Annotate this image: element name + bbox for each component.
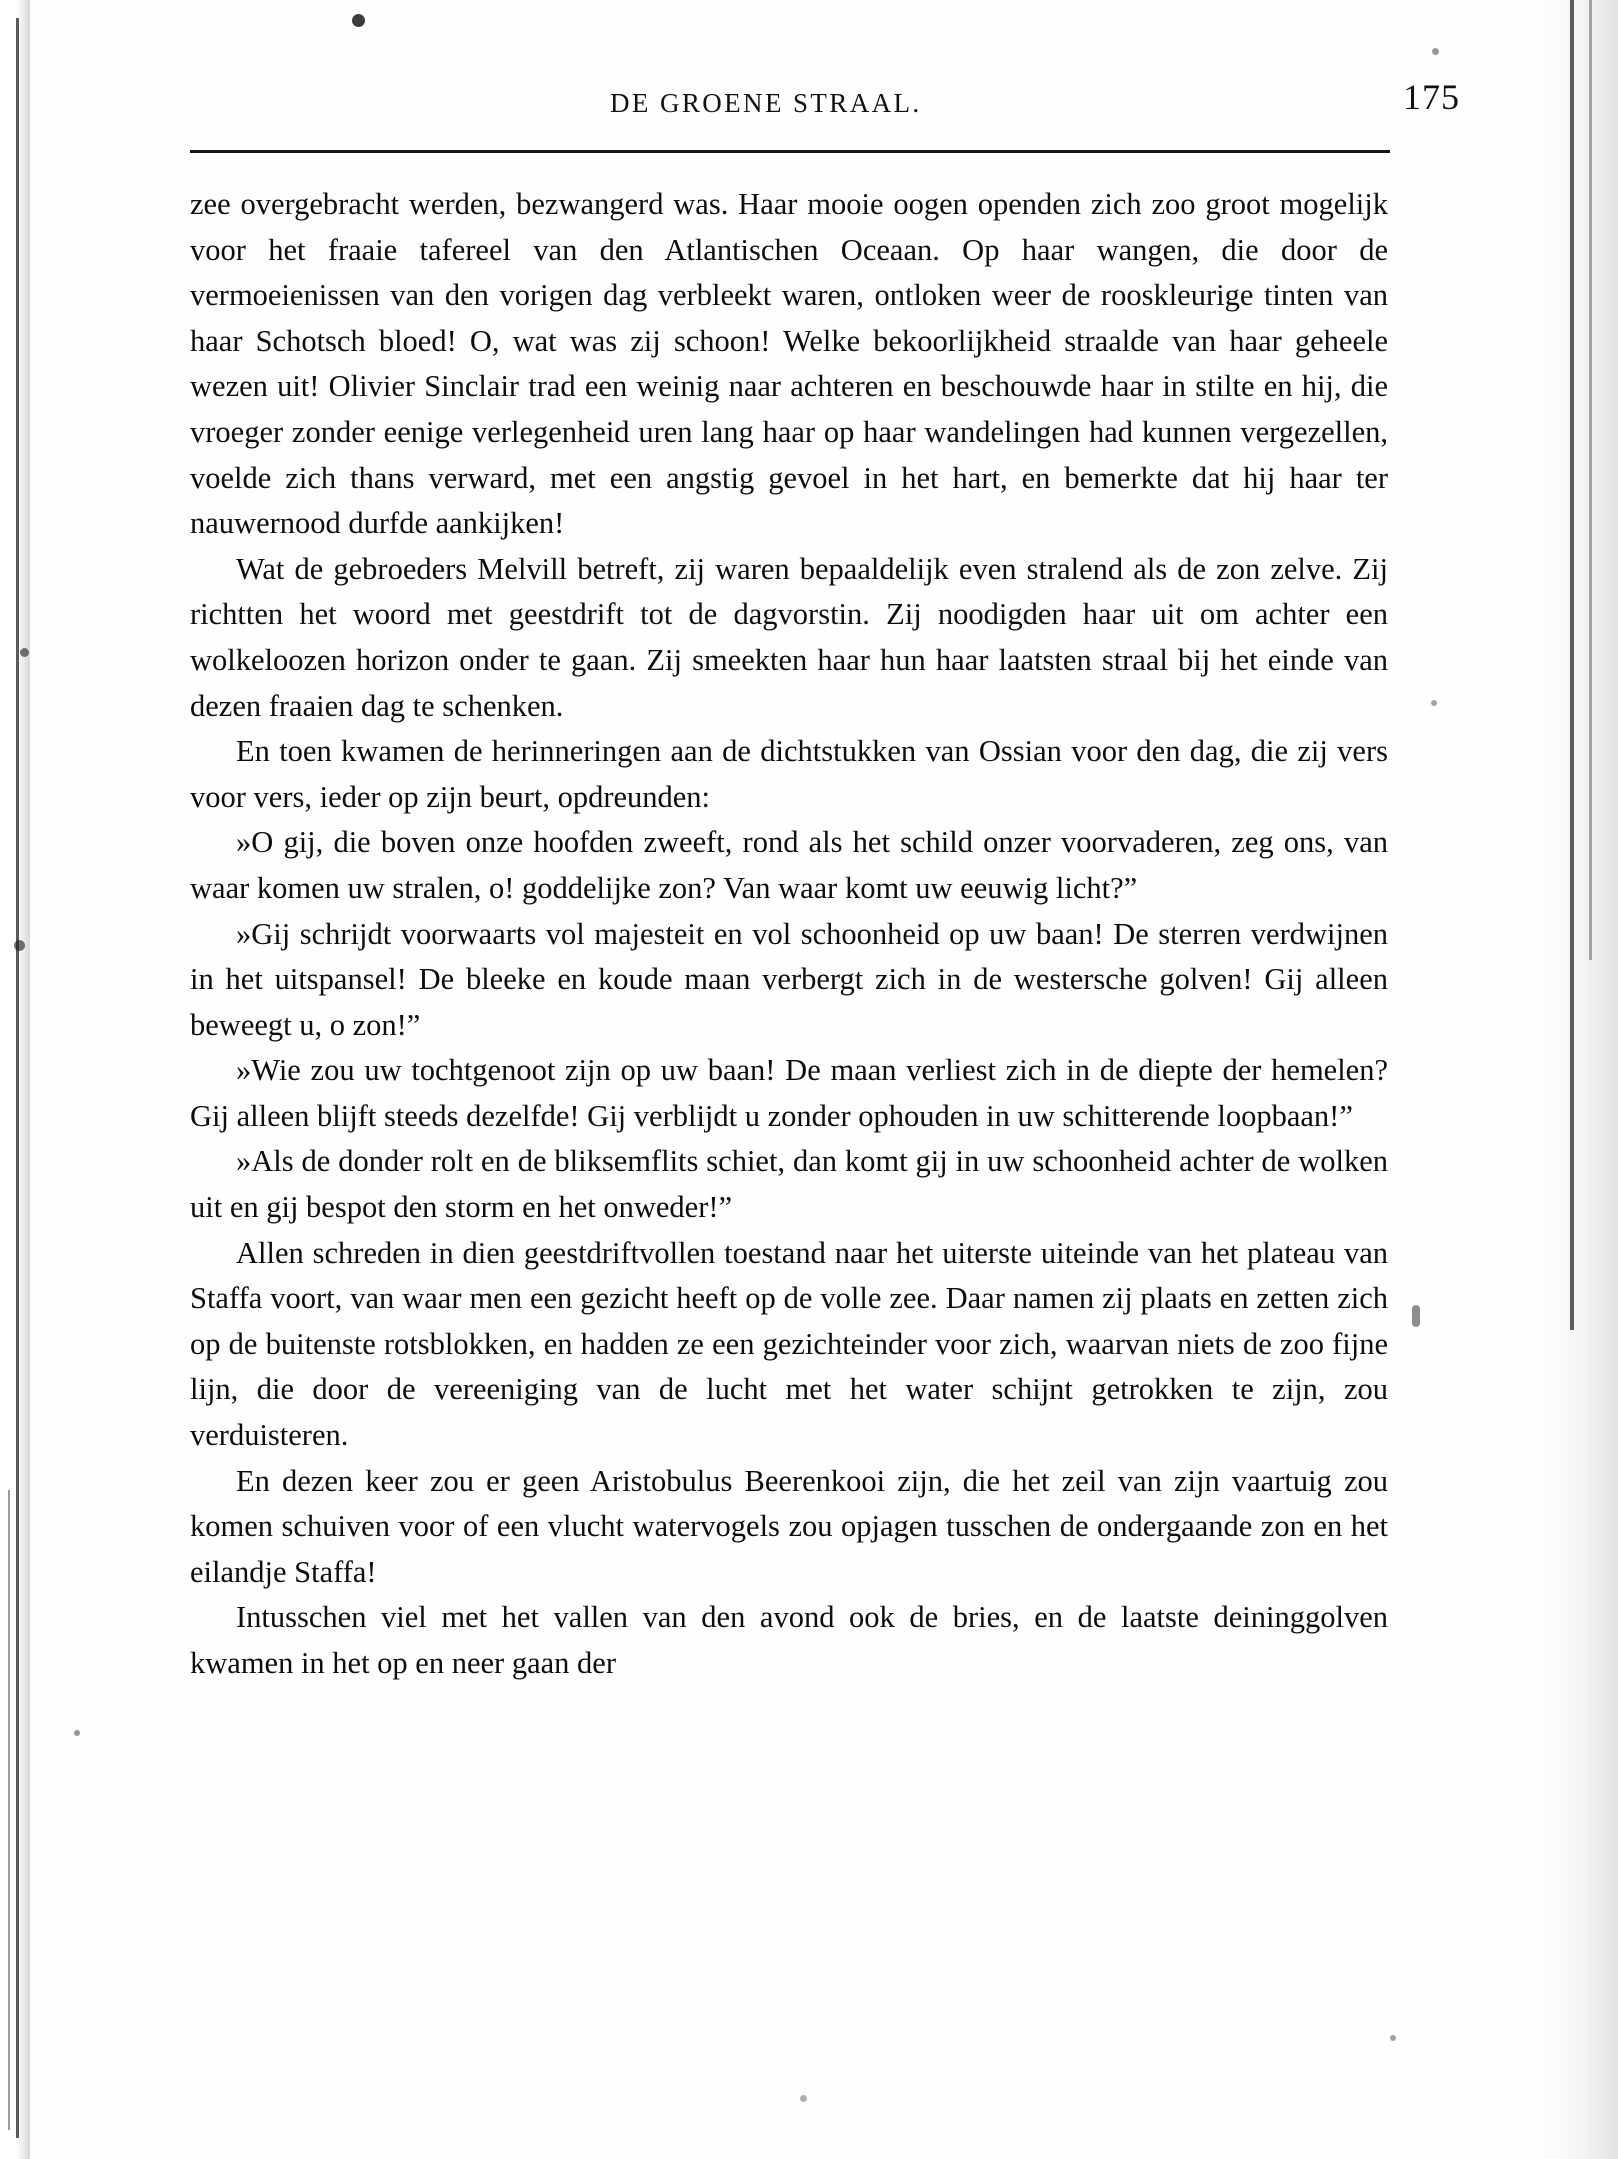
scan-speck-icon bbox=[800, 2095, 807, 2102]
page-left-edge-shadow bbox=[0, 0, 30, 2159]
paragraph: En dezen keer zou er geen Aristobulus Beerenkooi zijn, die het zeil van zijn vaartuig zou komen schuiven voor of een vlucht watervogels zou opjagen tusschen de ondergaande zon en het eilandje Staffa! bbox=[190, 1463, 1388, 1589]
running-head-title: DE GROENE STRAAL. bbox=[610, 88, 922, 118]
page-right-binding-mark bbox=[1570, 0, 1574, 1330]
header-rule bbox=[190, 150, 1390, 153]
paragraph: Intusschen viel met het vallen van den avond ook de bries, en de laatste deininggolven kwamen in het op en neer gaan der bbox=[190, 1600, 1388, 1680]
page-left-binding-mark-lower bbox=[8, 1490, 10, 2130]
page-right-binding-mark-secondary bbox=[1589, 0, 1592, 960]
page-body-text bbox=[190, 182, 1388, 1687]
paragraph: »O gij, die boven onze hoofden zweeft, rond als het schild onzer voorvaderen, zeg ons, van waar komen uw stralen, o! goddelijke zon? Van waar komt uw eeuwig licht?” bbox=[190, 825, 1388, 905]
scan-speck-icon bbox=[1390, 2035, 1396, 2041]
scan-speck-icon bbox=[1432, 48, 1439, 55]
paragraph: »Gij schrijdt voorwaarts vol majesteit en vol schoonheid op uw baan! De sterren verdwijnen in het uitspansel! De bleeke en koude maan verbergt zich in de westersche golven! Gij alleen beweegt u, o zon!” bbox=[190, 916, 1388, 1042]
scan-speck-icon bbox=[14, 940, 25, 951]
page-header bbox=[190, 88, 1390, 119]
paragraph: »Wie zou uw tochtgenoot zijn op uw baan! De maan verliest zich in de diepte der hemelen? Gij alleen blijft steeds dezelfde! Gij verblijdt u zonder ophouden in uw schitterende loopbaan!” bbox=[190, 1053, 1388, 1133]
scan-speck-icon bbox=[352, 14, 365, 27]
scan-speck-icon bbox=[74, 1730, 80, 1736]
page-left-binding-mark bbox=[16, 18, 19, 2138]
paragraph: »Als de donder rolt en de bliksemflits schiet, dan komt gij in uw schoonheid achter de wolken uit en gij bespot den storm en het onweder!” bbox=[190, 1144, 1388, 1225]
scan-speck-icon bbox=[1412, 1305, 1420, 1327]
scan-speck-icon bbox=[20, 648, 29, 657]
page-number: 175 bbox=[1403, 77, 1460, 117]
scan-speck-icon bbox=[1431, 700, 1437, 706]
paragraph: Wat de gebroeders Melvill betreft, zij waren bepaaldelijk even stralend als de zon zelve. Zij richtten het woord met geestdrift tot de dagvorstin. Zij noodigden haar uit om achter een wolkeloozen horizon onder te gaan. Zij smeekten haar hun haar laatsten straal bij het einde van dezen fraaien dag te schenken. bbox=[190, 551, 1388, 723]
paragraph: Allen schreden in dien geestdriftvollen toestand naar het uiterste uiteinde van het plateau van Staffa voort, van waar men een gezicht heeft op de volle zee. Daar namen zij plaats en zetten zich op de buitenste rotsblokken, en hadden ze een gezichteinder voor zich, waarvan niets de zoo fijne lijn, die door de vereeniging van de lucht met het water schijnt getrokken te zijn, zou verduisteren. bbox=[190, 1235, 1388, 1453]
page-right-edge-shadow bbox=[1538, 0, 1618, 2159]
paragraph: En toen kwamen de herinneringen aan de dichtstukken van Ossian voor den dag, die zij vers voor vers, ieder op zijn beurt, opdreunden: bbox=[190, 734, 1388, 814]
paragraph: zee overgebracht werden, bezwangerd was. Haar mooie oogen openden zich zoo groot mogelijk voor het fraaie tafereel van den Atlantischen Oceaan. Op haar wangen, die door de vermoeienissen van den vorigen dag verbleekt waren, ontloken weer de rooskleurige tinten van haar Schotsch bloed! O, wat was zij schoon! Welke bekoorlijkheid straalde van haar geheele wezen uit! Olivier Sinclair trad een weinig naar achteren en beschouwde haar in stilte en hij, die vroeger zonder eenige verlegenheid uren lang haar op haar wandelingen had kunnen vergezellen, voelde zich thans verward, met een angstig gevoel in het hart, en bemerkte dat hij haar ter nauwernood durfde aankijken! bbox=[190, 187, 1388, 541]
